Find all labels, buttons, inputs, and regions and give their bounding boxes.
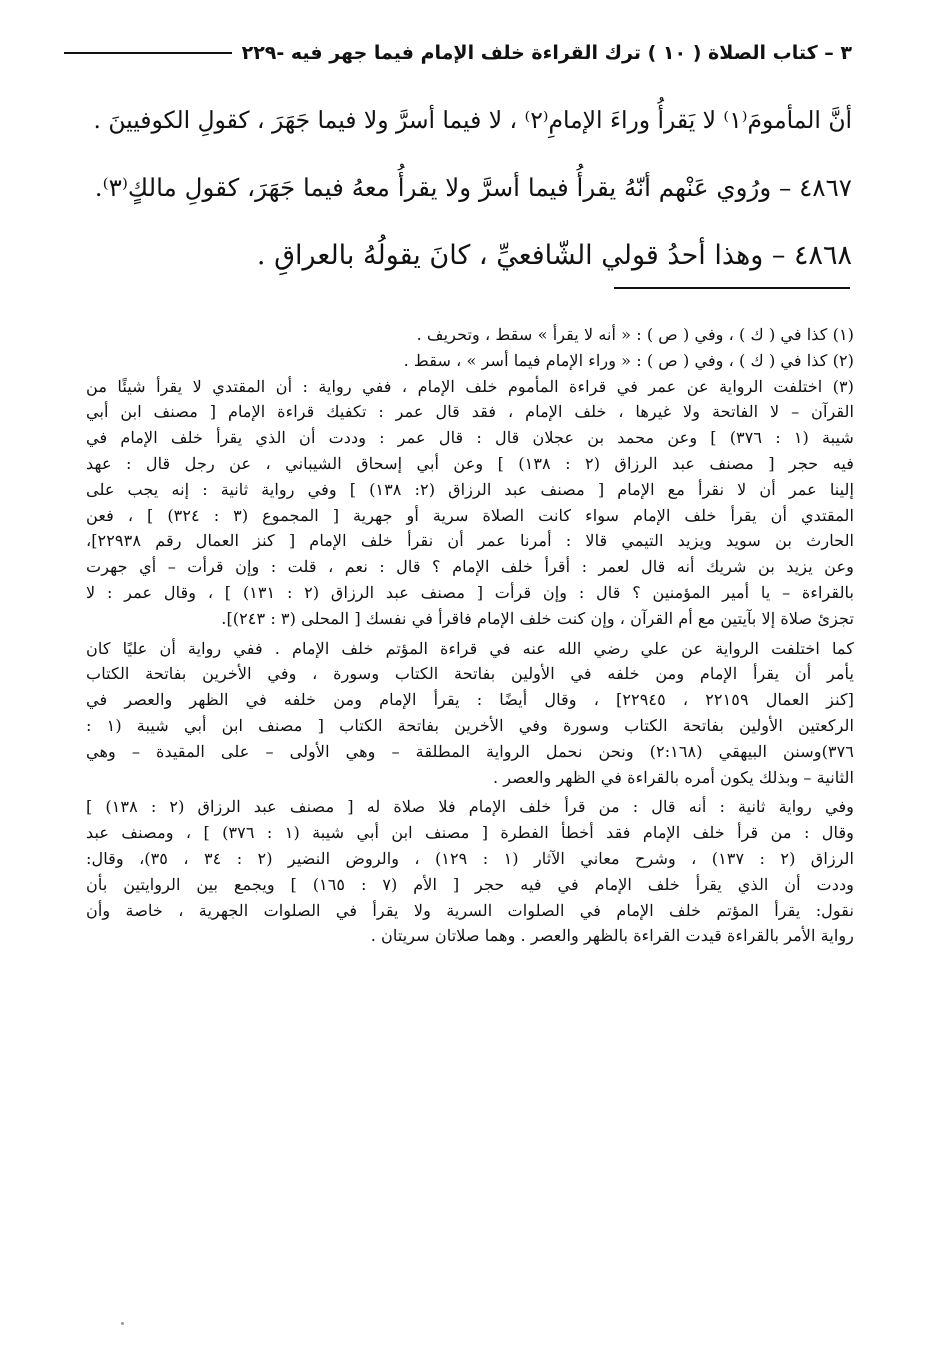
footnote-3-line: [كنز العمال ٢٢١٥٩ ، ٢٢٩٤٥] ، وقال أيضًا : يقرأ الإمام ومن خلفه في الظهر والعصر في xyxy=(86,690,854,710)
footnote-3-line: تجزئ صلاة إلا بآيتين مع أم القرآن ، وإن كنت خلف الإمام فاقرأ في نفسك [ المحلى (٣ : ٢٤٣)]. xyxy=(221,608,854,628)
footnote-3-line: إلينا عمر أن لا نقرأ مع الإمام [ مصنف عبد الرزاق (٢: ١٣٨) ] وفي رواية ثانية : إنه يجب على xyxy=(86,479,854,499)
footnote-3-line: شيبة (١ : ٣٧٦) ] وعن محمد بن عجلان قال : قال عمر : وددت أن الذي يقرأ خلف الإمام في xyxy=(86,428,854,448)
running-title: ٣ – كتاب الصلاة ( ١٠ ) ترك القراءة خلف الإمام فيما جهر فيه -٢٢٩ xyxy=(241,42,852,64)
footnote-3-line: وقال : من قرأ خلف الإمام فقد أخطأ الفطرة [ مصنف ابن أبي شيبة (١ : ٣٧٦) ] ، ومصنف عبد xyxy=(86,823,854,843)
footnote-3-line: فيه حجر [ مصنف عبد الرزاق (٢ : ١٣٨) ] وعن أبي إسحاق الشيباني ، عن رجل قال : عهد xyxy=(86,453,855,473)
footnote-3-line: وفي رواية ثانية : أنه قال : من قرأ خلف الإمام فلا صلاة له [ مصنف عبد الرزاق (٢ : ١٣٨) ] xyxy=(86,797,854,817)
main-text xyxy=(90,86,852,290)
main-line-1: أنَّ المأمومَ⁽١⁾ لا يَقرأُ وراءَ الإمامِ⁽٢⁾ ، لا فيما أسرَّ ولا فيما جَهَرَ ، كقولِ الكوفيينَ . xyxy=(93,106,852,134)
footnote-3-line: القرآن – لا الفاتحة ولا غيرها ، خلف الإمام ، فقد قال عمر : تكفيك قراءة الإمام [ مصنف ابن أبي xyxy=(86,402,854,422)
running-header xyxy=(64,38,852,68)
footnote-3-line: نقول: يقرأ المؤتم خلف الإمام في الصلوات السرية ولا يقرأ في الصلوات الجهرية ، خاصة وأن xyxy=(86,900,854,920)
footnote-3-line: وعن يزيد بن شريك أنه قال لعمر : أقرأ خلف الإمام ؟ قال : نعم ، قلت : وإن قرأت – أي جهرت xyxy=(86,557,854,577)
footnote-3-line: كما اختلفت الرواية عن علي رضي الله عنه في قراءة المؤتم خلف الإمام . ففي رواية أن عليًا كان xyxy=(86,638,854,658)
footnote-3-line: ٣٧٦)وسنن البيهقي (٢:١٦٨) ونحن نحمل الرواية المطلقة – وهي الأولى – على المقيدة – وهي xyxy=(86,741,854,761)
footnote-separator xyxy=(614,287,850,289)
footnote-3-line: المقتدي أن يقرأ خلف الإمام سواء كانت الصلاة سرية أو جهرية [ المجموع (٣ : ٣٢٤) ] ، فعن xyxy=(86,505,854,525)
footnote-2: (٢) كذا في ( ك ) ، وفي ( ص ) : « وراء الإمام فيما أسر » ، سقط . xyxy=(403,350,854,370)
main-line-4868: ٤٨٦٨ – وهذا أحدُ قولي الشّافعيِّ ، كانَ يقولُهُ بالعراقِ . xyxy=(256,240,852,271)
footnote-1: (١) كذا في ( ك ) ، وفي ( ص ) : « أنه لا يقرأ » سقط ، وتحريف . xyxy=(416,325,854,344)
footnote-3-line: الرزاق (٢ : ١٣٧) ، وشرح معاني الآثار (١ : ١٢٩) ، والروض النضير (٢ : ٣٤ ، ٣٥)، وقال: xyxy=(86,848,854,868)
footnote-3-line: الثانية – وبذلك يكون أمره بالقراءة في الظهر والعصر . xyxy=(493,767,854,787)
footnote-3-line: بالقراءة – يا أمير المؤمنين ؟ قال : وإن قرأت [ مصنف عبد الرزاق (٢ : ١٣١) ] ، وقال عمر : لا xyxy=(86,582,854,602)
footnote-3-line: يأمر أن يقرأ الإمام ومن خلفه في الأولين بفاتحة الكتاب وسورة ، وفي الأخرين بفاتحة الكتاب xyxy=(86,664,854,684)
footnote-3-line: رواية الأمر بالقراءة قيدت القراءة بالظهر والعصر . وهما صلاتان سريتان . xyxy=(370,926,854,946)
footnote-3-line: الحارث بن سويد ويزيد التيمي قالا : أمرنا عمر أن نقرأ خلف الإمام [ كنز العمال رقم ٢٢٩٣٨]، xyxy=(86,531,854,551)
footnote-3-line: وددت أن الذي يقرأ خلف الإمام في فيه حجر [ الأم (٧ : ١٦٥) ] ويجمع بين الروايتين بأن xyxy=(86,874,854,894)
header-rule xyxy=(64,52,232,54)
footnote-3-line: (٣) اختلفت الرواية عن عمر في قراءة المأموم خلف الإمام ، ففي رواية : أن المقتدي لا يقرأ شيئًا من xyxy=(86,376,854,396)
footnote-3-line: الركعتين الأولين بفاتحة الكتاب وسورة وفي الأخرين بفاتحة الكتاب [ مصنف ابن أبي شيبة (١ : xyxy=(86,715,854,735)
footnotes xyxy=(86,322,854,949)
print-speck xyxy=(121,1322,124,1325)
main-line-4867: ٤٨٦٧ – ورُوي عَنْهم أنّهُ يقرأُ فيما أسرَّ ولا يقرأُ معهُ فيما جَهَرَ، كقولِ مالكٍ⁽٣⁾. xyxy=(94,173,852,202)
